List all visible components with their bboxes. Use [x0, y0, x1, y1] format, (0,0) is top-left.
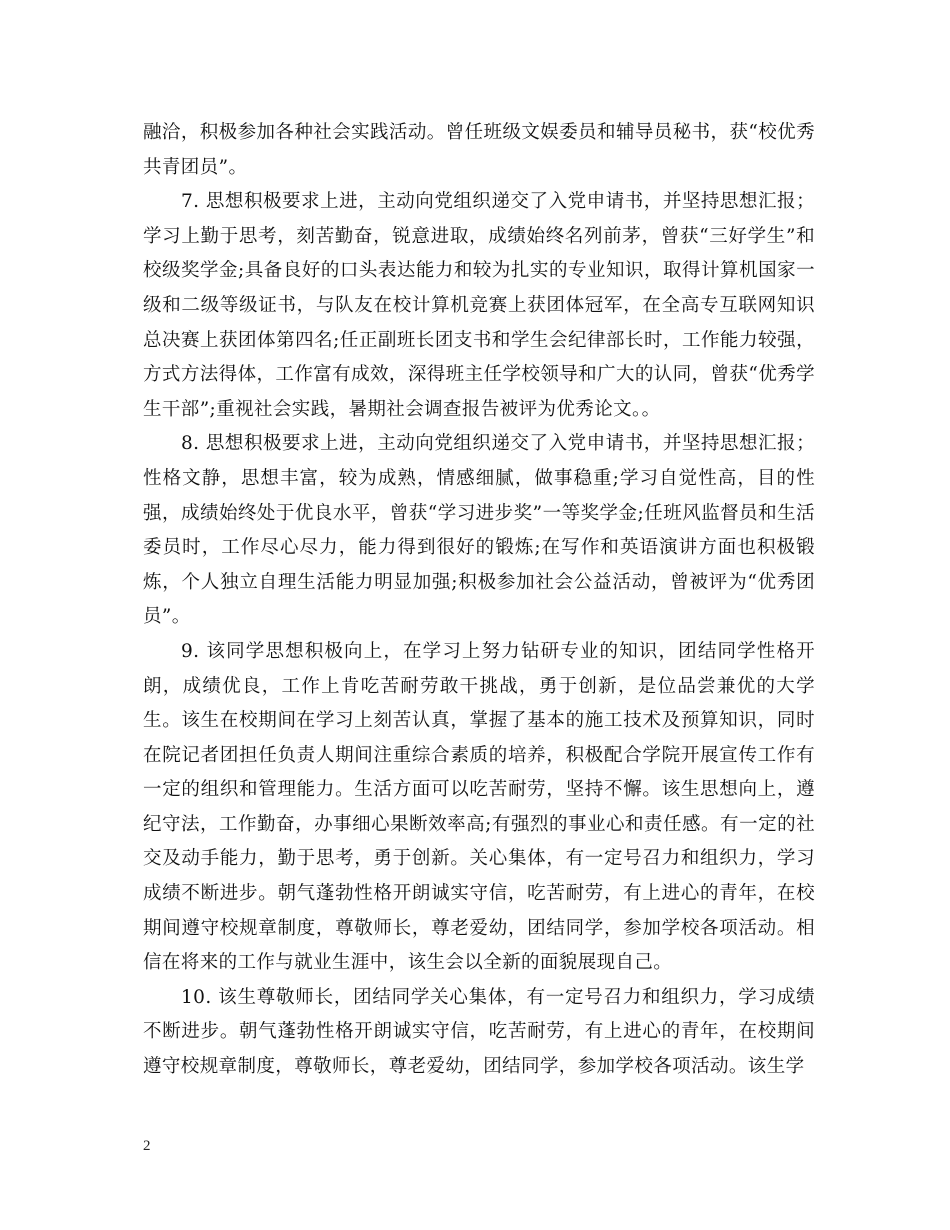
- paragraph-item-9: 9. 该同学思想积极向上，在学习上努力钻研专业的知识，团结同学性格开朗，成绩优良，工作上肯吃苦耐劳敢干挑战，勇于创新，是位品尝兼优的大学生。该生在校期间在学习上刻苦认真，掌握了基本的施工技术及预算知识，同时在院记者团担任负责人期间注重综合素质的培养，积极配合学院开展宣传工作有一定的组织和管理能力。生活方面可以吃苦耐劳，坚持不懈。该生思想向上，遵纪守法，工作勤奋，办事细心果断效率高;有强烈的事业心和责任感。有一定的社交及动手能力，勤于思考，勇于创新。关心集体，有一定号召力和组织力，学习成绩不断进步。朝气蓬勃性格开朗诚实守信，吃苦耐劳，有上进心的青年，在校期间遵守校规章制度，尊敬师长，尊老爱幼，团结同学，参加学校各项活动。相信在将来的工作与就业生涯中，该生会以全新的面貌展现自己。: [143, 640, 815, 974]
- paragraph-continuation: 融洽，积极参加各种社会实践活动。曾任班级文娱委员和辅导员秘书，获“校优秀共青团员”。: [143, 122, 815, 178]
- paragraph-item-7: 7. 思想积极要求上进，主动向党组织递交了入党申请书，并坚持思想汇报；学习上勤于思考，刻苦勤奋，锐意进取，成绩始终名列前茅，曾获“三好学生”和校级奖学金;具备良好的口头表达能力和较为扎实的专业知识，取得计算机国家一级和二级等级证书，与队友在校计算机竞赛上获团体冠军，在全高专互联网知识总决赛上获团体第四名;任正副班长团支书和学生会纪律部长时，工作能力较强，方式方法得体，工作富有成效，深得班主任学校领导和广大的认同，曾获“优秀学生干部”;重视社会实践，暑期社会调查报告被评为优秀论文。。: [143, 191, 815, 420]
- page-number: 2: [143, 1138, 151, 1154]
- paragraph-item-10: 10. 该生尊敬师长，团结同学关心集体，有一定号召力和组织力，学习成绩不断进步。朝气蓬勃性格开朗诚实守信，吃苦耐劳，有上进心的青年，在校期间遵守校规章制度，尊敬师长，尊老爱幼，团结同学，参加学校各项活动。该生学: [143, 986, 815, 1078]
- paragraph-item-8: 8. 思想积极要求上进，主动向党组织递交了入党申请书，并坚持思想汇报；性格文静，思想丰富，较为成熟，情感细腻，做事稳重;学习自觉性高，目的性强，成绩始终处于优良水平，曾获“学习进步奖”一等奖学金;任班风监督员和生活委员时，工作尽心尽力，能力得到很好的锻炼;在写作和英语演讲方面也积极锻炼，个人独立自理生活能力明显加强;积极参加社会公益活动，曾被评为“优秀团员”。: [143, 433, 815, 628]
- document-body: [143, 116, 815, 1085]
